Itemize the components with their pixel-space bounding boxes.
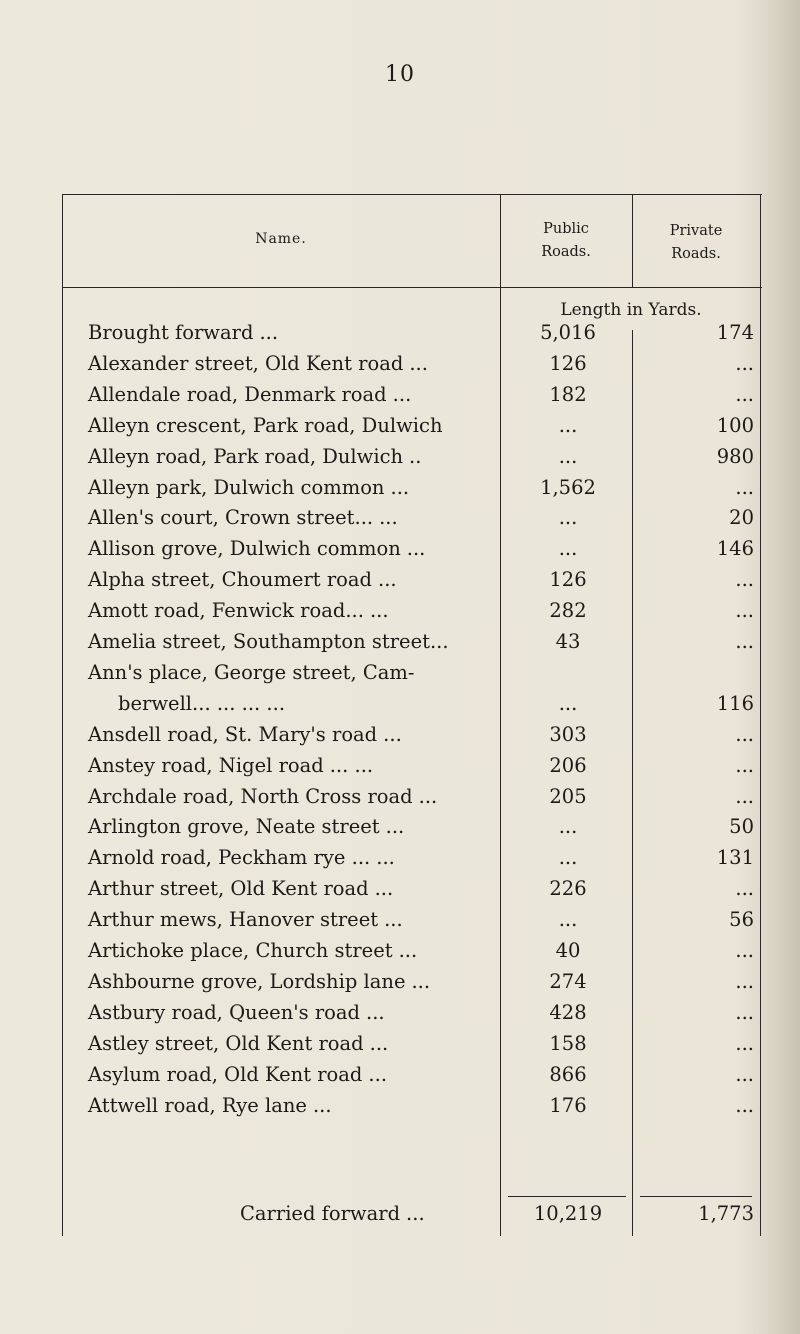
table-row: [0, 503, 800, 533]
public-roads-cell: 5,016: [540, 321, 596, 344]
leader-dots: ...: [390, 475, 410, 499]
leader-dots: ...: [259, 321, 279, 344]
road-name-cell: [88, 318, 508, 348]
public-roads-cell: ...: [558, 444, 578, 468]
road-name: Arthur mews, Hanover street: [88, 908, 379, 932]
road-name-cell: [88, 874, 508, 904]
private-roads-cell: ...: [735, 877, 754, 901]
road-name-cell: [88, 720, 508, 750]
table-row: [0, 318, 800, 348]
road-name-cell: [88, 349, 508, 379]
public-roads-cell: ...: [558, 815, 578, 839]
table-row: [0, 658, 800, 688]
road-name: Artichoke place, Church street: [88, 939, 393, 962]
public-header-line2: Roads.: [541, 244, 591, 260]
table-row: [0, 967, 800, 997]
leader-dots: ...: [312, 1093, 332, 1117]
road-name-cell: [88, 1091, 508, 1121]
road-name-cell: [88, 596, 508, 626]
public-roads-cell: 428: [549, 1000, 587, 1024]
road-name: Asylum road, Old Kent road: [88, 1062, 363, 1086]
road-name-cell: [88, 411, 508, 441]
road-name: Astbury road, Queen's road: [88, 1000, 360, 1024]
leader-dots: ...: [366, 1000, 385, 1024]
private-roads-cell: 100: [716, 413, 754, 437]
public-roads-cell: 176: [549, 1093, 587, 1117]
table-row: [0, 1060, 800, 1090]
road-name: Arlington grove, Neate street: [88, 815, 380, 839]
road-name: Arthur street, Old Kent road: [88, 877, 369, 901]
road-name-cell: [88, 503, 508, 533]
table-row: [0, 998, 800, 1028]
public-header-line1: Public: [543, 221, 589, 237]
road-name: Ansdell road, St. Mary's road: [88, 722, 378, 746]
table-row: [0, 905, 800, 935]
private-roads-cell: ...: [735, 630, 754, 653]
public-roads-column-header: [500, 218, 632, 264]
public-roads-cell: ...: [558, 413, 578, 437]
public-roads-cell: 126: [549, 351, 587, 375]
public-roads-cell: ...: [558, 908, 578, 932]
length-unit-label: Length in Yards.: [560, 300, 702, 320]
table-row: [0, 534, 800, 564]
road-name: Ann's place, George street, Cam-: [88, 660, 415, 684]
private-roads-cell: ...: [735, 351, 754, 375]
road-name: Alleyn park, Dulwich common: [88, 475, 385, 499]
private-roads-cell: ...: [735, 722, 754, 746]
private-roads-cell: ...: [735, 1062, 754, 1086]
carried-forward-row: [0, 1199, 800, 1229]
leader-dots: ... ...: [329, 753, 374, 777]
road-name: Alpha street, Choumert road: [88, 568, 372, 592]
leader-dots: ...: [368, 1062, 388, 1086]
leader-dots: ...: [369, 1031, 389, 1055]
private-roads-cell: 174: [716, 321, 754, 344]
table-top-rule: [62, 194, 762, 195]
road-name-cell: [88, 843, 508, 873]
public-roads-cell: 43: [555, 630, 581, 653]
table-row: [0, 411, 800, 441]
private-header-line1: Private: [669, 223, 723, 239]
road-name-cell: [88, 967, 508, 997]
private-roads-cell: 20: [729, 506, 754, 530]
public-roads-cell: 182: [549, 382, 587, 406]
private-roads-cell: ...: [735, 1031, 754, 1055]
road-name: Arnold road, Peckham rye ...: [88, 846, 371, 870]
total-rule-public: [508, 1196, 626, 1197]
public-roads-cell: ...: [558, 537, 578, 561]
leader-dots: ...: [385, 815, 405, 839]
leader-dots: ...: [379, 506, 398, 530]
road-name: Allison grove, Dulwich common: [88, 537, 401, 561]
table-row: [0, 473, 800, 503]
road-name-cell: [88, 998, 508, 1028]
leader-dots: ...: [406, 537, 426, 561]
leader-dots: ...: [378, 568, 397, 592]
leader-dots: ...: [411, 969, 431, 993]
public-roads-cell: 866: [549, 1062, 587, 1086]
carried-forward-text: Carried forward: [240, 1202, 401, 1225]
table-row: [0, 936, 800, 966]
leader-dots: ...: [374, 877, 394, 901]
table-row: [0, 874, 800, 904]
private-roads-column-header: [632, 220, 760, 266]
road-name: Attwell road, Rye lane: [88, 1093, 307, 1117]
road-name: Amelia street, Southampton street...: [88, 630, 449, 653]
page-number: 10: [385, 62, 415, 87]
leader-dots: ...: [376, 846, 395, 870]
table-row: [0, 782, 800, 812]
road-name: Alleyn road, Park road, Dulwich: [88, 444, 404, 468]
road-name-cell: [88, 905, 508, 935]
private-roads-cell: ...: [735, 784, 754, 808]
table-row: [0, 565, 800, 595]
road-name: Alexander street, Old Kent road: [88, 351, 404, 375]
public-roads-cell: 158: [549, 1031, 587, 1055]
table-row: [0, 689, 800, 719]
private-roads-cell: 50: [729, 815, 754, 839]
road-name: Archdale road, North Cross road: [88, 784, 413, 808]
public-roads-cell: 1,562: [540, 475, 596, 499]
leader-dots: ...: [369, 599, 389, 623]
leader-dots: ...: [392, 382, 412, 406]
header-bottom-rule: [62, 287, 762, 288]
public-roads-cell: 226: [549, 877, 587, 901]
carried-forward-public: 10,219: [533, 1202, 603, 1225]
road-name-cell: [88, 627, 508, 657]
road-name-cell: [88, 782, 508, 812]
private-roads-cell: 131: [716, 846, 754, 870]
private-header-line2: Roads.: [671, 246, 721, 262]
table-row: [0, 1091, 800, 1121]
table-row: [0, 627, 800, 657]
public-roads-cell: ...: [558, 846, 578, 870]
leader-dots: ...: [398, 939, 418, 962]
road-name-cell: [88, 1029, 508, 1059]
road-name-cell: [88, 1060, 508, 1090]
name-column-header: [62, 228, 500, 251]
public-roads-cell: 282: [549, 599, 587, 623]
leader-dots: ...: [384, 908, 403, 932]
public-roads-cell: 40: [555, 939, 581, 962]
table-row: [0, 442, 800, 472]
private-roads-cell: ...: [735, 939, 754, 962]
road-name: Alleyn crescent, Park road, Dulwich: [88, 413, 443, 437]
table-row: [0, 843, 800, 873]
private-roads-cell: 116: [716, 691, 754, 715]
road-name: Allendale road, Denmark road: [88, 382, 387, 406]
private-roads-cell: ...: [735, 475, 754, 499]
table-row: [0, 720, 800, 750]
carried-forward-private: 1,773: [698, 1202, 754, 1225]
road-name: Brought forward: [88, 321, 254, 344]
leader-dots: ...: [383, 722, 402, 746]
leader-dots: ...: [409, 351, 428, 375]
road-name-cell: [88, 565, 508, 595]
public-roads-cell: 274: [549, 969, 587, 993]
road-name-cell: [88, 534, 508, 564]
private-roads-cell: ...: [735, 969, 754, 993]
road-name: Allen's court, Crown street...: [88, 506, 374, 530]
name-header-text: Name.: [255, 231, 307, 247]
public-roads-cell: 206: [549, 753, 587, 777]
road-name-cell: [88, 442, 508, 472]
table-row: [0, 751, 800, 781]
public-roads-cell: ...: [558, 691, 578, 715]
road-name: berwell... ... ... ...: [118, 691, 286, 715]
private-roads-cell: 56: [729, 908, 754, 932]
table-row: [0, 596, 800, 626]
private-roads-cell: ...: [735, 382, 754, 406]
private-roads-cell: 980: [716, 444, 754, 468]
private-roads-cell: ...: [735, 568, 754, 592]
table-row: [0, 812, 800, 842]
road-name-cell: [118, 689, 538, 719]
public-roads-cell: 126: [549, 568, 587, 592]
public-roads-cell: ...: [558, 506, 578, 530]
road-name-cell: [88, 751, 508, 781]
road-name-cell: [88, 380, 508, 410]
table-row: [0, 1029, 800, 1059]
road-name: Amott road, Fenwick road...: [88, 599, 364, 623]
private-roads-cell: ...: [735, 1093, 754, 1117]
road-name: Anstey road, Nigel road: [88, 753, 324, 777]
road-name: Ashbourne grove, Lordship lane: [88, 969, 406, 993]
private-roads-cell: 146: [716, 537, 754, 561]
table-row: [0, 380, 800, 410]
road-name-cell: [88, 658, 508, 688]
private-roads-cell: ...: [735, 753, 754, 777]
road-name-cell: [88, 473, 508, 503]
leader-dots: ..: [409, 444, 422, 468]
road-name: Astley street, Old Kent road: [88, 1031, 364, 1055]
total-rule-private: [640, 1196, 752, 1197]
private-roads-cell: ...: [735, 599, 754, 623]
road-name-cell: [88, 812, 508, 842]
table-row: [0, 349, 800, 379]
public-roads-cell: 303: [549, 722, 587, 746]
carried-forward-dots: ...: [406, 1202, 425, 1225]
road-name-cell: [88, 936, 508, 966]
leader-dots: ...: [418, 784, 438, 808]
public-roads-cell: 205: [549, 784, 587, 808]
private-roads-cell: ...: [735, 1000, 754, 1024]
